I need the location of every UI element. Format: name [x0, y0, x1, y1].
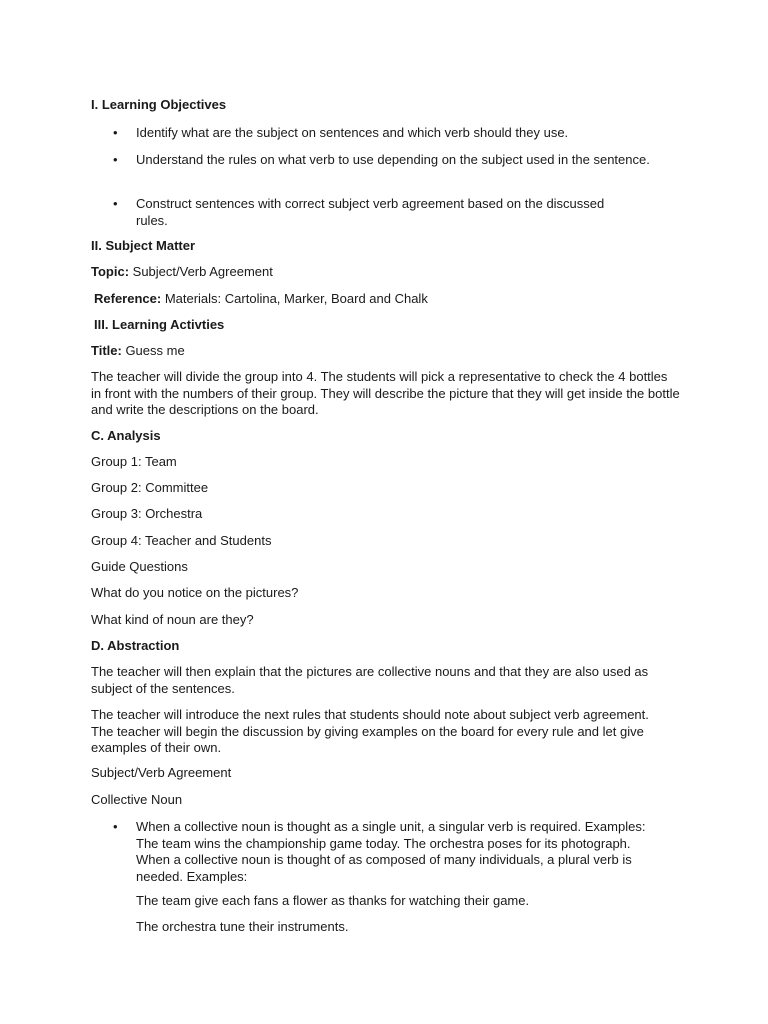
activities-heading: III. Learning Activties: [94, 317, 225, 332]
abstraction-heading: D. Abstraction: [91, 638, 180, 653]
collective-noun-label: Collective Noun: [91, 792, 183, 807]
bullet-marker: •: [113, 125, 118, 140]
objective-1: Identify what are the subject on sentences and which verb should they use.: [136, 125, 569, 140]
topic-value: Subject/Verb Agreement: [129, 264, 273, 279]
analysis-heading: C. Analysis: [91, 428, 161, 443]
group-1: Group 1: Team: [91, 454, 177, 469]
activity-paragraph: The teacher will divide the group into 4. The students will pick a representative to check the 4 bottles in front with the numbers of their group. They will describe the picture that they will get inside the bottle and write the descriptions on the board.: [91, 369, 680, 417]
subject-matter-heading: II. Subject Matter: [91, 238, 196, 253]
title-label: Title:: [91, 343, 122, 358]
objective-2: Understand the rules on what verb to use depending on the subject used in the sentence.: [136, 152, 650, 167]
collective-noun-rule: When a collective noun is thought as a single unit, a singular verb is required. Examples: The team wins the championship game today. The orchestra poses for its photograph. When a collective noun is thought of as composed of many individuals, a plural verb is needed. Examples:: [136, 819, 646, 884]
bullet-marker: •: [113, 196, 118, 211]
reference-line: [94, 291, 694, 308]
question-2: What kind of noun are they?: [91, 612, 254, 627]
topic-line: [91, 264, 691, 281]
abstraction-paragraph-1: The teacher will then explain that the pictures are collective nouns and that they are also used as subject of the sentences.: [91, 664, 649, 696]
group-2: Group 2: Committee: [91, 480, 209, 495]
title-value: Guess me: [121, 343, 185, 358]
example-1: The team give each fans a flower as thanks for watching their game.: [136, 893, 530, 908]
objectives-heading: I. Learning Objectives: [91, 97, 227, 112]
sva-label: Subject/Verb Agreement: [91, 765, 232, 780]
reference-label: Reference:: [94, 291, 162, 306]
bullet-marker: •: [113, 819, 118, 834]
objective-3: Construct sentences with correct subject verb agreement based on the discussed rules.: [136, 196, 605, 228]
group-4: Group 4: Teacher and Students: [91, 533, 272, 548]
example-2: The orchestra tune their instruments.: [136, 919, 349, 934]
abstraction-paragraph-2: The teacher will introduce the next rules that students should note about subject verb agreement. The teacher will begin the discussion by giving examples on the board for every rule and let give examples of their own.: [91, 707, 649, 755]
question-1: What do you notice on the pictures?: [91, 585, 299, 600]
topic-label: Topic:: [91, 264, 130, 279]
group-3: Group 3: Orchestra: [91, 506, 203, 521]
reference-value: Materials: Cartolina, Marker, Board and Chalk: [161, 291, 428, 306]
bullet-marker: •: [113, 152, 118, 167]
title-line: [91, 343, 691, 360]
guide-questions-label: Guide Questions: [91, 559, 188, 574]
